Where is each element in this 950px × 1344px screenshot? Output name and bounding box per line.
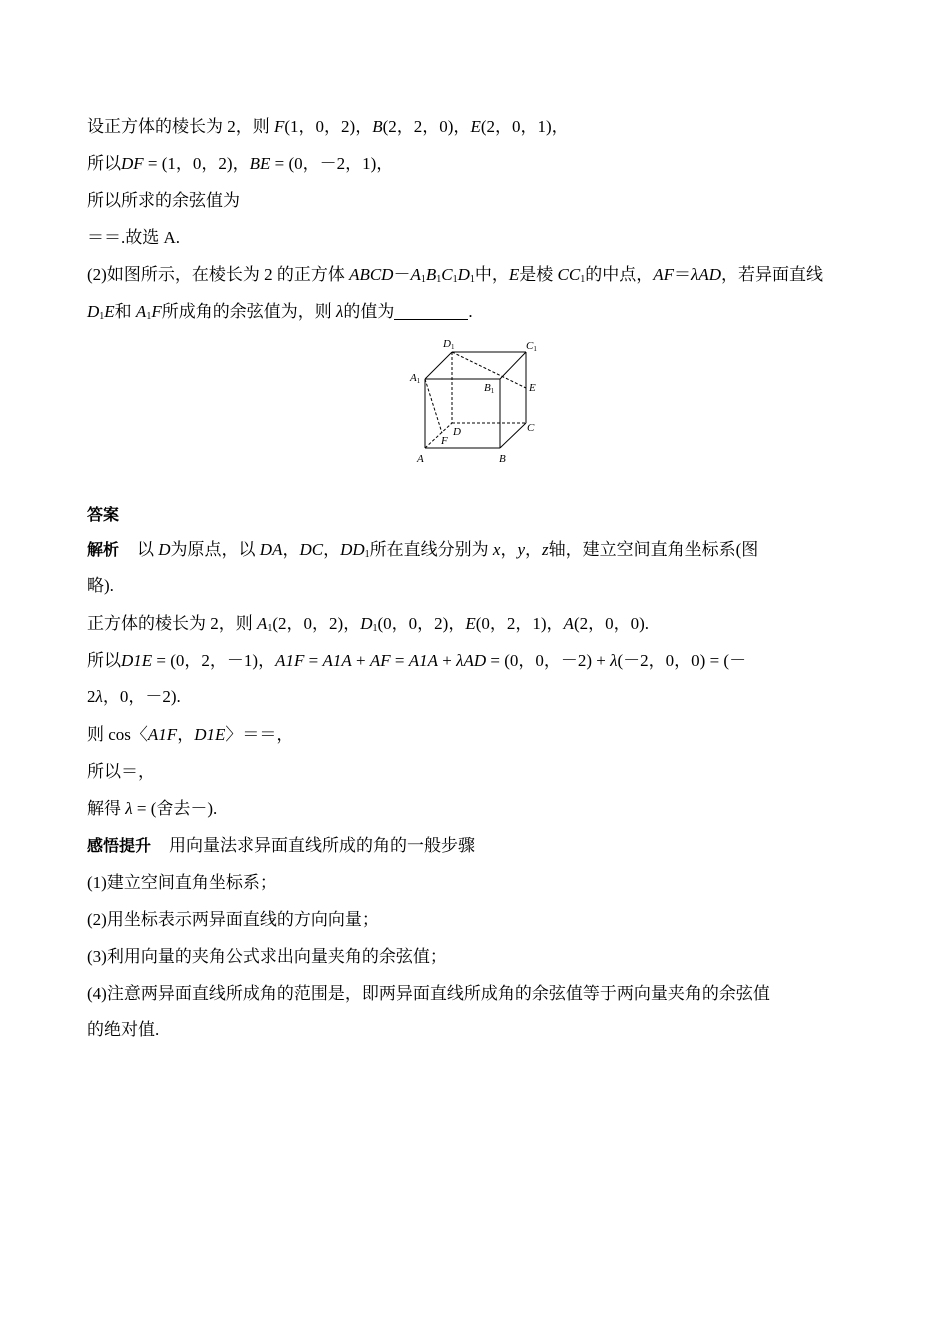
answer-blank [394,303,468,320]
step-4: (4)注意两异面直线所成角的范围是，即两异面直线所成角的余弦值等于两向量夹角的余弦值 [87,984,770,1003]
label-c1: C1 [526,340,537,353]
analysis-so: 所以＝， [87,762,155,781]
label-d1: D1 [443,338,455,351]
label-e: E [529,382,536,394]
segment-a1-f [425,379,442,433]
analysis-vectors-cont: 2λ，0，－2). [87,687,181,706]
line-choose-a: ＝＝.故选 A. [87,228,181,247]
line-cosine-intro: 所以所求的余弦值为 [87,191,240,210]
line-vectors-1: 所以DF = (1，0，2)，BE = (0，－2，1)， [87,154,394,173]
line-coordinates-1: 设正方体的棱长为 2，则 F(1，0，2)，B(2，2，0)，E(2，0，1)， [87,117,569,136]
analysis-cosine: 则 cos〈A1F，D1E〉＝＝， [87,725,294,744]
answer-label: 答案 [87,505,120,524]
step-2: (2)用坐标表示两异面直线的方向向量； [87,910,379,929]
step-3: (3)利用向量的夹角公式求出向量夹角的余弦值； [87,947,447,966]
question-line-2: $D_1E$和 $A_1F$所成角的余弦值为，则 λ的值为 . [87,302,473,322]
edge-b1-c1 [500,352,526,379]
edge-a-d-hidden [425,423,452,448]
step-4-cont: 的绝对值. [87,1020,160,1039]
label-b1: B1 [484,382,495,395]
label-b: B [499,453,506,465]
label-d: D [453,426,461,438]
step-1: (1)建立空间直角坐标系； [87,873,277,892]
analysis-line-2: 略). [87,576,114,595]
label-f: F [441,435,448,447]
question-line-1: (2)如图所示，在棱长为 2 的正方体 $ABCD-A_1B_1C_1D_1$中，E是棱 $CC_1$的中点，AF＝λAD，若异面直线 [87,265,824,285]
cube-figure [405,336,545,468]
analysis-solve: 解得 λ = (舍去－). [87,799,218,818]
insight-heading: 感悟提升 用向量法求异面直线所成的角的一般步骤 [87,836,476,855]
label-a1: A1 [410,372,421,385]
label-a: A [417,453,424,465]
edge-a1-d1 [425,352,452,379]
cube-diagram [405,336,545,468]
analysis-vectors: 所以D1E = (0，2，－1)，A1F = A1A + AF = A1A + λAD = (0，0，－2) + λ(－2，0，0) = (－ [87,651,747,670]
edge-b-c [500,423,526,448]
analysis-coordinates: 正方体的棱长为 2，则 $A_1(2$，0，2)，$D_1(0$，0，2)，E(0，2，1)，A(2，0，0). [87,614,650,634]
analysis-line-1: 解析 以 D为原点，以 DA，DC，$DD_1$所在直线分别为 x，y，z轴，建立空间直角坐标系(图 [87,540,759,560]
label-c: C [527,422,535,434]
